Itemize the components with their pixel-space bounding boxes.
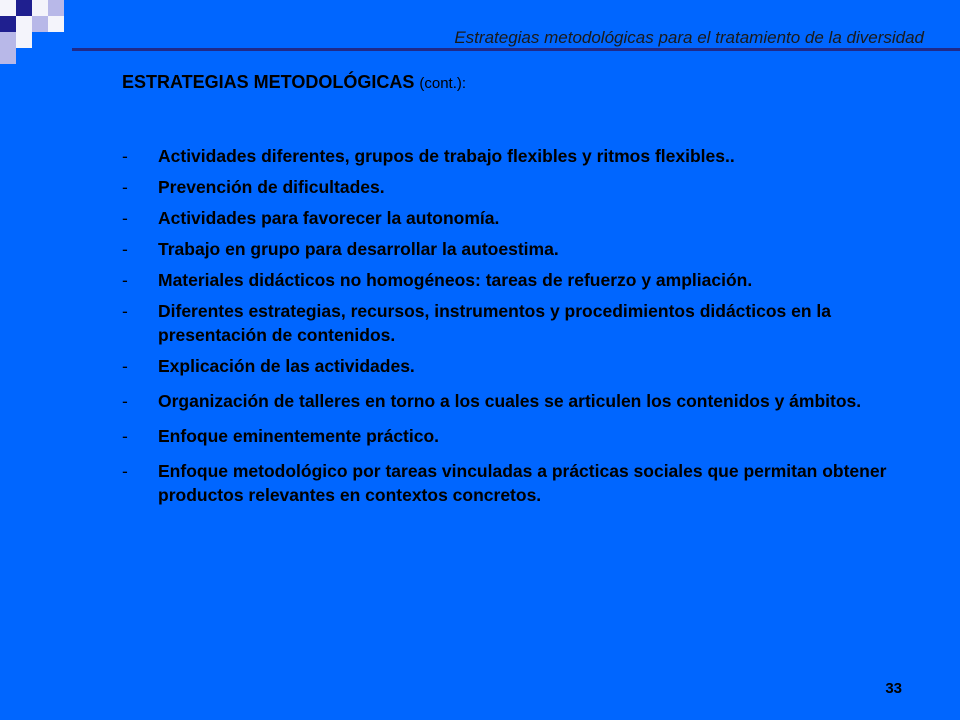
list-item [118, 389, 938, 413]
deco-square [16, 0, 32, 16]
list-item [118, 175, 938, 199]
list-item-text: Diferentes estrategias, recursos, instrumentos y procedimientos didácticos en la presentación de contenidos. [158, 301, 831, 345]
list-item-text: Actividades para favorecer la autonomía. [158, 208, 500, 228]
list-item [118, 237, 938, 261]
list-item-text: Trabajo en grupo para desarrollar la autoestima. [158, 239, 559, 259]
list-item-text: Enfoque metodológico por tareas vinculadas a prácticas sociales que permitan obtener productos relevantes en contextos concretos. [158, 461, 887, 505]
decorative-squares [0, 0, 80, 64]
bullet-marker: - [122, 208, 128, 228]
section-heading [122, 72, 466, 93]
bullet-marker: - [122, 426, 128, 446]
bullet-marker: - [122, 177, 128, 197]
list-item-text: Explicación de las actividades. [158, 356, 415, 376]
strategy-list [118, 144, 938, 514]
list-item [118, 354, 938, 378]
bullet-marker: - [122, 461, 128, 481]
list-item-text: Materiales didácticos no homogéneos: tareas de refuerzo y ampliación. [158, 270, 753, 290]
bullet-marker: - [122, 146, 128, 166]
list-item-text: Organización de talleres en torno a los cuales se articulen los contenidos y ámbitos. [158, 391, 862, 411]
section-heading-text: ESTRATEGIAS METODOLÓGICAS [122, 72, 415, 92]
deco-square [0, 16, 16, 32]
list-item [118, 424, 938, 448]
list-item [118, 144, 938, 168]
bullet-marker: - [122, 270, 128, 290]
deco-square [16, 32, 32, 48]
list-item [118, 206, 938, 230]
list-item-text: Enfoque eminentemente práctico. [158, 426, 440, 446]
deco-square [0, 0, 16, 16]
deco-square [48, 0, 64, 16]
deco-square [48, 16, 64, 32]
deco-square [16, 16, 32, 32]
list-item [118, 299, 938, 347]
list-item [118, 268, 938, 292]
list-item [118, 459, 938, 507]
deco-square [32, 0, 48, 16]
list-item-text: Actividades diferentes, grupos de trabajo flexibles y ritmos flexibles.. [158, 146, 735, 166]
bullet-marker: - [122, 356, 128, 376]
deco-square [0, 32, 16, 48]
header-title: Estrategias metodológicas para el tratamiento de la diversidad [454, 28, 924, 47]
header-rule [72, 48, 960, 51]
deco-square [0, 48, 16, 64]
bullet-marker: - [122, 391, 128, 411]
page-number: 33 [885, 680, 902, 697]
bullet-marker: - [122, 239, 128, 259]
section-heading-suffix: (cont.): [419, 75, 467, 92]
list-item-text: Prevención de dificultades. [158, 177, 385, 197]
deco-square [32, 16, 48, 32]
bullet-marker: - [122, 301, 128, 321]
